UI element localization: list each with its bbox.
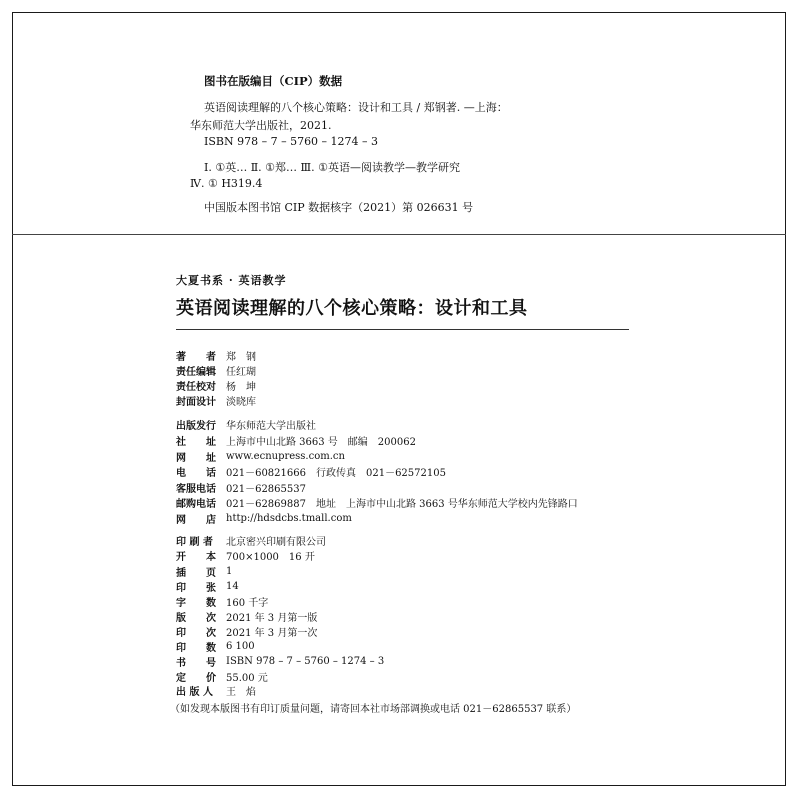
credit-label: 封面设计 bbox=[176, 396, 216, 408]
publisher-value: 021－62869887 地址 上海市中山北路 3663 号华东师范大学校内先锋路口 bbox=[226, 498, 578, 510]
credit-row bbox=[176, 363, 256, 377]
printing-value: 北京密兴印刷有限公司 bbox=[226, 536, 326, 548]
cip-line: 英语阅读理解的八个核心策略：设计和工具 / 郑钢著. —上海： bbox=[204, 101, 508, 114]
printing-value: 2021 年 3 月第一次 bbox=[226, 627, 318, 639]
cip-line: 中国版本图书馆 CIP 数据核字（2021）第 026631 号 bbox=[204, 201, 474, 214]
publisher-row bbox=[176, 511, 352, 525]
printing-label: 版 次 bbox=[176, 612, 216, 624]
credit-row bbox=[176, 393, 256, 407]
printing-label: 印 数 bbox=[176, 642, 216, 654]
printing-label: 定 价 bbox=[176, 672, 216, 684]
publisher-value: 华东师范大学出版社 bbox=[226, 420, 316, 432]
credit-value: 淡晓库 bbox=[226, 396, 256, 408]
credit-value: 郑 钢 bbox=[226, 351, 256, 363]
printing-value: 160 千字 bbox=[226, 597, 269, 609]
title-underline bbox=[176, 329, 629, 330]
printing-row bbox=[176, 533, 326, 547]
printing-row bbox=[176, 654, 384, 668]
printing-value: 700×1000 16 开 bbox=[226, 551, 315, 563]
section-divider bbox=[12, 234, 786, 235]
credit-label: 责任编辑 bbox=[176, 366, 216, 378]
cip-line: Ⅳ. ① H319.4 bbox=[190, 177, 263, 190]
cip-line: 华东师范大学出版社，2021. bbox=[190, 119, 332, 132]
printing-label: 印 刷 者 bbox=[176, 536, 213, 548]
printing-value: ISBN 978 – 7 – 5760 – 1274 – 3 bbox=[226, 655, 385, 667]
printing-row bbox=[176, 669, 268, 683]
publisher-label: 网 址 bbox=[176, 452, 216, 464]
printing-label: 印 张 bbox=[176, 582, 216, 594]
publisher-value: www.ecnupress.com.cn bbox=[226, 450, 345, 462]
publisher-row bbox=[176, 495, 578, 509]
printing-row bbox=[176, 624, 317, 638]
printing-value: 14 bbox=[226, 580, 239, 592]
credit-label: 著 者 bbox=[176, 351, 216, 363]
publisher-person-row bbox=[176, 683, 256, 697]
book-title: 英语阅读理解的八个核心策略：设计和工具 bbox=[176, 298, 528, 319]
credit-row bbox=[176, 378, 256, 392]
publisher-label: 邮购电话 bbox=[176, 498, 216, 510]
publisher-label: 客服电话 bbox=[176, 483, 216, 495]
printing-row bbox=[176, 639, 255, 653]
printing-value: 2021 年 3 月第一版 bbox=[226, 612, 318, 624]
cip-line: ISBN 978 – 7 – 5760 – 1274 – 3 bbox=[204, 135, 379, 148]
publisher-value: 上海市中山北路 3663 号 邮编 200062 bbox=[226, 436, 416, 448]
publisher-label: 出版发行 bbox=[176, 420, 216, 432]
publisher-person-value: 王 焰 bbox=[226, 686, 256, 698]
publisher-person-label: 出 版 人 bbox=[176, 686, 213, 698]
credit-label: 责任校对 bbox=[176, 381, 216, 393]
cip-heading: 图书在版编目（CIP）数据 bbox=[204, 74, 343, 88]
publisher-value: 021－62865537 bbox=[226, 483, 306, 495]
credit-value: 杨 坤 bbox=[226, 381, 256, 393]
printing-label: 印 次 bbox=[176, 627, 216, 639]
printing-label: 开 本 bbox=[176, 551, 216, 563]
publisher-label: 电 话 bbox=[176, 467, 216, 479]
printing-row bbox=[176, 548, 315, 562]
publisher-row bbox=[176, 449, 345, 463]
publisher-label: 社 址 bbox=[176, 436, 216, 448]
publisher-row bbox=[176, 433, 416, 447]
printing-row bbox=[176, 609, 317, 623]
printing-row bbox=[176, 594, 268, 608]
credit-row bbox=[176, 348, 256, 362]
cip-line: Ⅰ. ①英… Ⅱ. ①郑… Ⅲ. ①英语—阅读教学—教学研究 bbox=[204, 161, 460, 174]
quality-notice: （如发现本版图书有印订质量问题，请寄回本社市场部调换或电话 021－62865537 联系） bbox=[170, 704, 577, 715]
printing-value: 1 bbox=[226, 565, 233, 577]
publisher-row bbox=[176, 417, 316, 431]
printing-row bbox=[176, 579, 239, 593]
printing-label: 书 号 bbox=[176, 657, 216, 669]
series-name: 大夏书系 · 英语教学 bbox=[176, 274, 287, 287]
publisher-label: 网 店 bbox=[176, 514, 216, 526]
credit-value: 任红瑚 bbox=[226, 366, 256, 378]
publisher-row bbox=[176, 480, 306, 494]
page-border bbox=[12, 12, 786, 786]
printing-label: 字 数 bbox=[176, 597, 216, 609]
printing-value: 6 100 bbox=[226, 640, 255, 652]
publisher-value: 021－60821666 行政传真 021－62572105 bbox=[226, 467, 446, 479]
publisher-row bbox=[176, 464, 446, 478]
printing-label: 插 页 bbox=[176, 567, 216, 579]
publisher-value: http://hdsdcbs.tmall.com bbox=[226, 512, 352, 524]
printing-row bbox=[176, 564, 232, 578]
printing-value: 55.00 元 bbox=[226, 672, 268, 684]
